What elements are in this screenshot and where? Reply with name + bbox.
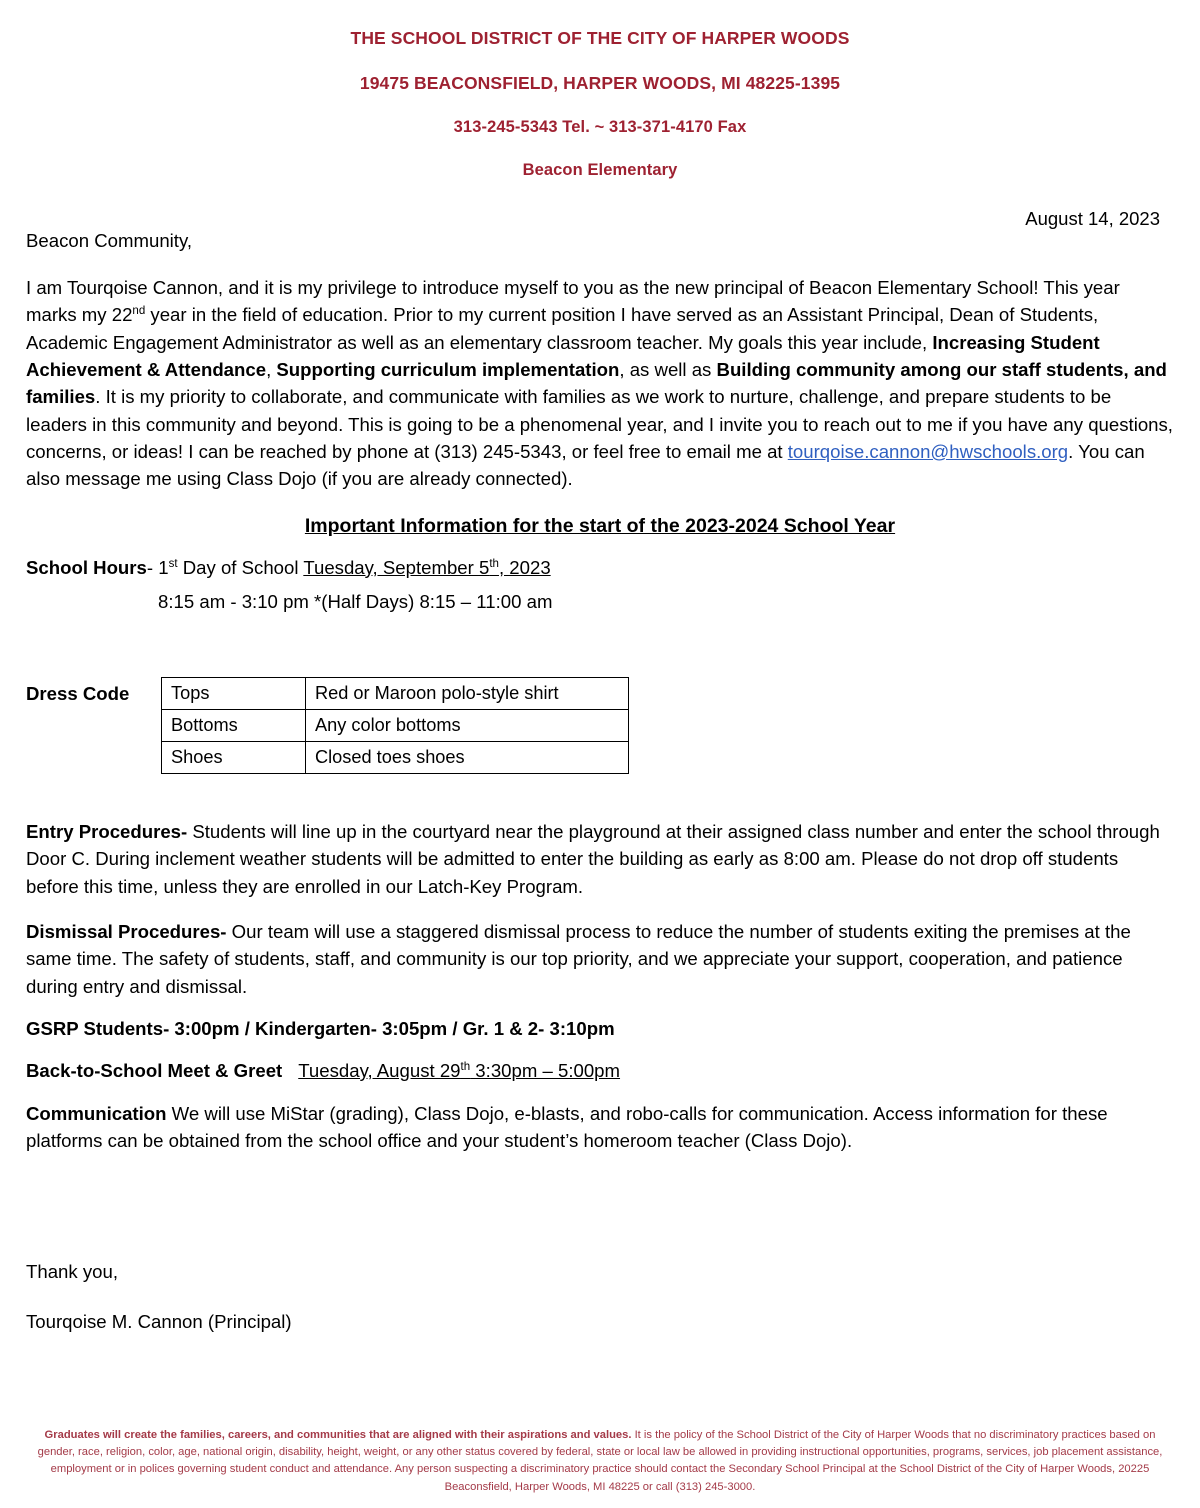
intro-text-d: . You can also message me using Class Dojo (if you are already connected). (26, 440, 1145, 490)
letterhead-district: THE SCHOOL DISTRICT OF THE CITY OF HARPER WOODS (350, 28, 850, 48)
communication-label: Communication (26, 1102, 167, 1124)
goal-community: Building community among our staff students, and families (26, 358, 1167, 408)
meet-greet-label: Back-to-School Meet & Greet (26, 1059, 283, 1081)
first-day-date (303, 557, 550, 578)
dress-code-detail: Any color bottoms (306, 709, 629, 741)
intro-sep-1: , (266, 358, 277, 380)
school-hours-times: 8:15 am - 3:10 pm *(Half Days) 8:15 – 11:00 am (158, 590, 553, 612)
dismissal-procedures-text: Our team will use a staggered dismissal process to reduce the number of students exiting the premises at the same time. The safety of students, staff, and community is our top priority, and we appreciate your support, cooperation, and patience during entry and dismissal. (26, 920, 1131, 997)
intro-paragraph (26, 274, 1174, 493)
closing-section (26, 1261, 1174, 1333)
communication-text: We will use MiStar (grading), Class Dojo, e-blasts, and robo-calls for communication. Access information for these platforms can be obtained from the school office and your student’s homeroom teacher (Class Dojo). (26, 1102, 1108, 1152)
goal-curriculum: Supporting curriculum implementation (276, 358, 620, 380)
procedures-section (26, 818, 1174, 1155)
letterhead-phone: 313-245-5343 Tel. ~ 313-371-4170 Fax (453, 118, 747, 136)
important-info-heading: Important Information for the start of the 2023-2024 School Year (304, 514, 896, 537)
letterhead-school: Beacon Elementary (522, 161, 678, 179)
first-day-date-a: Tuesday, September 5 (303, 556, 490, 578)
dress-code-label: Dress Code (26, 682, 130, 704)
school-hours-label: School Hours (26, 556, 147, 578)
meet-greet-datetime (298, 1060, 620, 1081)
first-day-ordinal-suffix: st (168, 557, 178, 570)
footer-mission-statement: Graduates will create the families, careers, and communities that are aligned with their aspirations and values. (44, 1428, 632, 1441)
meet-greet-date-a: Tuesday, August 29 (298, 1059, 461, 1081)
entry-procedures-text: Students will line up in the courtyard near the playground at their assigned class number and enter the school through Door C. During inclement weather students will be admitted to enter the building as early as 8:00 am. Please do not drop off students before this time, unless they are enrolled in our Latch-Key Program. (26, 820, 1160, 897)
intro-sep-2: , as well as (619, 358, 717, 380)
dress-code-item: Shoes (162, 741, 306, 773)
communication-paragraph (26, 1100, 1174, 1155)
school-hours-mid-2: Day of School (177, 556, 304, 578)
school-hours-line (26, 554, 1174, 581)
dismissal-procedures-label: Dismissal Procedures- (26, 920, 227, 942)
principal-email-link[interactable]: tourqoise.cannon@hwschools.org (787, 440, 1069, 462)
dress-code-detail: Closed toes shoes (306, 741, 629, 773)
letterhead (26, 0, 1174, 180)
first-day-date-b: , 2023 (498, 556, 551, 578)
table-row (162, 741, 629, 773)
table-row (162, 677, 629, 709)
entry-procedures-paragraph (26, 818, 1174, 900)
dismissal-procedures-paragraph (26, 918, 1174, 1000)
dress-code-item: Tops (162, 677, 306, 709)
intro-text-b: year in the field of education. Prior to my current position I have served as an Assistant Principal, Dean of Students, Academic Engagement Administrator as well as an elementary classroom teacher. My goals this year include, (26, 304, 1099, 353)
dress-code-table (161, 677, 629, 774)
entry-procedures-label: Entry Procedures- (26, 820, 188, 842)
dress-code-detail: Red or Maroon polo-style shirt (306, 677, 629, 709)
salutation: Beacon Community, (26, 230, 193, 251)
table-row (162, 709, 629, 741)
meet-greet-date-ordinal: th (460, 1060, 471, 1073)
goal-achievement: Increasing Student Achievement & Attendance (26, 331, 1100, 380)
letterhead-address: 19475 BEACONSFIELD, HARPER WOODS, MI 48225-1395 (359, 73, 841, 93)
closing-thanks: Thank you, (26, 1260, 118, 1282)
first-day-date-ordinal: th (489, 557, 499, 570)
intro-text-c: . It is my priority to collaborate, and communicate with families as we work to nurture, challenge, and prepare students to be leaders in this community and beyond. This is going to be a phenomenal year, and I invite you to reach out to me if you have any questions, concerns, or ideas! I can be reached by phone at (313) 245-5343, or feel free to email me at (26, 386, 1173, 462)
footer-policy-text: It is the policy of the School District of the City of Harper Woods that no discriminatory practices based on gender, race, religion, color, age, national origin, disability, height, weight, or any other status covered by federal, state or local law be allowed in providing instructional opportunities, programs, services, job placement assistance, employment or in polices governing student conduct and attendance. Any person suspecting a discriminatory practice should contact the Secondary School Principal at the School District of the City of Harper Woods, 20225 Beaconsfield, Harper Woods, MI 48225 or call (313) 245-3000. (37, 1428, 1163, 1493)
dismissal-times-line: GSRP Students- 3:00pm / Kindergarten- 3:05pm / Gr. 1 & 2- 3:10pm (26, 1017, 615, 1039)
intro-ordinal-suffix: nd (132, 305, 146, 318)
letter-date: August 14, 2023 (1025, 208, 1160, 229)
meet-greet-date-b: 3:30pm – 5:00pm (470, 1059, 621, 1081)
school-hours-mid: - 1 (146, 556, 169, 578)
dress-code-section (26, 677, 1174, 774)
intro-text-a: I am Tourqoise Cannon, and it is my privilege to introduce myself to you as the new principal of Beacon Elementary School! This year marks my 22 (26, 277, 1120, 326)
meet-greet-line (26, 1060, 1174, 1082)
dress-code-item: Bottoms (162, 709, 306, 741)
closing-signature: Tourqoise M. Cannon (Principal) (26, 1310, 292, 1332)
footer-disclaimer (26, 1427, 1174, 1496)
